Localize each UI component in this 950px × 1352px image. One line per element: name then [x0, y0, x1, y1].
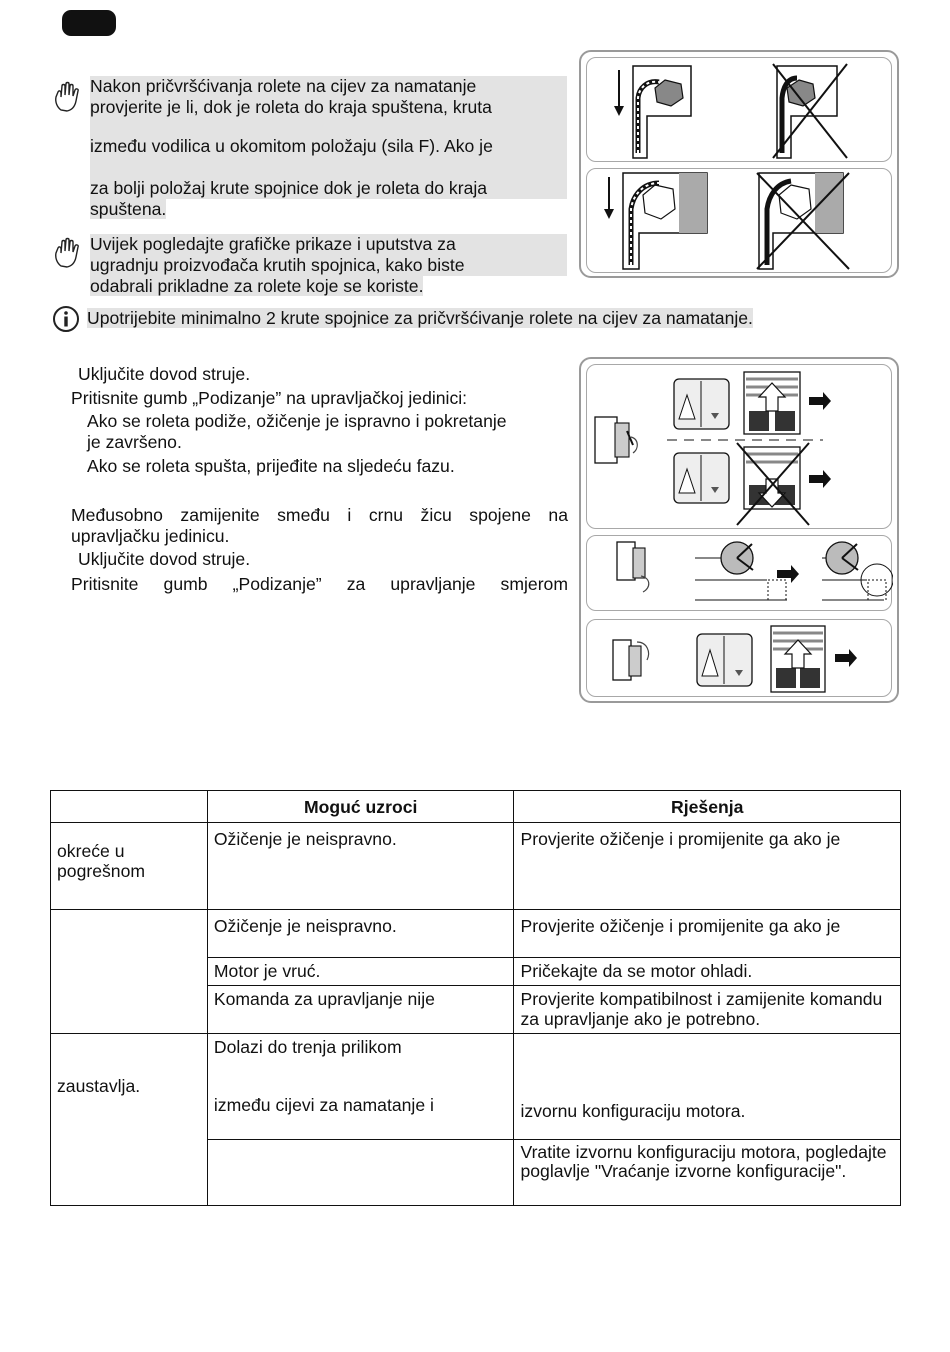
- warning-1: [90, 76, 567, 220]
- table-header-problem: [51, 791, 208, 823]
- warning-1-line: za bolji položaj krute spojnice dok je roleta do kraja: [90, 178, 567, 199]
- warning-1-line: provjerite je li, dok je roleta do kraja spuštena, kruta: [90, 97, 567, 118]
- table-cell-problem: [51, 910, 208, 1034]
- step-case-up-line: je završeno.: [87, 432, 182, 452]
- table-cell-problem: [51, 823, 208, 910]
- table-cell-cause: Ožičenje je neispravno.: [207, 823, 514, 910]
- table-cell-solution: Vratite izvornu konfiguraciju motora, pogledajte poglavlje "Vraćanje izvorne konfiguracije".: [514, 1140, 901, 1206]
- warning-2: [90, 234, 567, 297]
- table-cell-problem: [51, 1034, 208, 1206]
- table-cell-cause: [207, 1034, 514, 1140]
- hand-icon: [52, 80, 82, 119]
- language-badge: [62, 10, 116, 36]
- warning-2-line: odabrali prikladne za rolete koje se koriste.: [90, 276, 424, 296]
- strap-figure: [579, 50, 899, 278]
- warning-1-line: između vodilica u okomitom položaju (sila F). Ako je: [90, 136, 567, 157]
- step-case-down: Ako se roleta spušta, prijeđite na sljedeću fazu.: [87, 456, 455, 476]
- wiring-figure: [579, 357, 899, 703]
- info-note-text: Upotrijebite minimalno 2 krute spojnice za pričvršćivanje rolete na cijev za namatanje.: [87, 308, 753, 328]
- problem-text: okreće u pogrešnom: [57, 840, 146, 881]
- hand-icon: [52, 236, 82, 275]
- step-case-up: [87, 411, 569, 453]
- warning-1-line: Nakon pričvršćivanja rolete na cijev za namatanje: [90, 76, 567, 97]
- solution-text: izvornu konfiguraciju motora.: [520, 1101, 746, 1121]
- step-power-on-2: Uključite dovod struje.: [78, 549, 251, 569]
- table-cell-cause: Komanda za upravljanje nije: [207, 986, 514, 1034]
- wiring-panel-swap: [586, 535, 892, 611]
- table-cell-cause: [207, 1140, 514, 1206]
- step-swap-wires-line: upravljačku jedinicu.: [71, 526, 230, 546]
- strap-panel-top: [586, 57, 892, 162]
- step-power-on: Uključite dovod struje.: [78, 364, 251, 384]
- step-case-up-line: Ako se roleta podiže, ožičenje je ispravno i pokretanje: [87, 411, 507, 431]
- table-cell-cause: Ožičenje je neispravno.: [207, 910, 514, 958]
- info-icon: [52, 305, 80, 338]
- strap-panel-bottom: [586, 168, 892, 273]
- wiring-panel-confirm: [586, 619, 892, 697]
- table-cell-solution: [514, 1034, 901, 1140]
- step-swap-wires: [71, 505, 568, 547]
- table-cell-solution: Pričekajte da se motor ohladi.: [514, 958, 901, 986]
- table-cell-solution: Provjerite ožičenje i promijenite ga ako je: [514, 823, 901, 910]
- table-header-solutions: Rješenja: [514, 791, 901, 823]
- table-row: [51, 823, 901, 910]
- wiring-panel-check: [586, 364, 892, 529]
- info-note: [87, 307, 753, 329]
- warning-1-line: spuštena.: [90, 199, 167, 219]
- warning-2-line: Uvijek pogledajte grafičke prikaze i uputstva za: [90, 234, 567, 255]
- table-cell-cause: Motor je vruć.: [207, 958, 514, 986]
- table-row: [51, 1034, 901, 1140]
- table-cell-solution: Provjerite ožičenje i promijenite ga ako je: [514, 910, 901, 958]
- troubleshooting-table: [50, 790, 901, 1206]
- step-swap-wires-line: Međusobno zamijenite smeđu i crnu žicu spojene na: [71, 505, 568, 525]
- warning-2-line: ugradnju proizvođača krutih spojnica, kako biste: [90, 255, 567, 276]
- step-press-up: Pritisnite gumb „Podizanje” na upravljačkoj jedinici:: [71, 388, 468, 408]
- table-header-row: [51, 791, 901, 823]
- cause-text: između cijevi za namatanje i: [213, 1095, 434, 1115]
- table-cell-solution: Provjerite kompatibilnost i zamijenite komandu za upravljanje ako je potrebno.: [514, 986, 901, 1034]
- cause-text: Dolazi do trenja prilikom: [213, 1037, 402, 1057]
- table-row: [51, 910, 901, 958]
- step-press-up-2: Pritisnite gumb „Podizanje” za upravljanje smjerom: [71, 574, 568, 594]
- problem-text: zaustavlja.: [57, 1076, 141, 1096]
- table-header-causes: Moguć uzroci: [207, 791, 514, 823]
